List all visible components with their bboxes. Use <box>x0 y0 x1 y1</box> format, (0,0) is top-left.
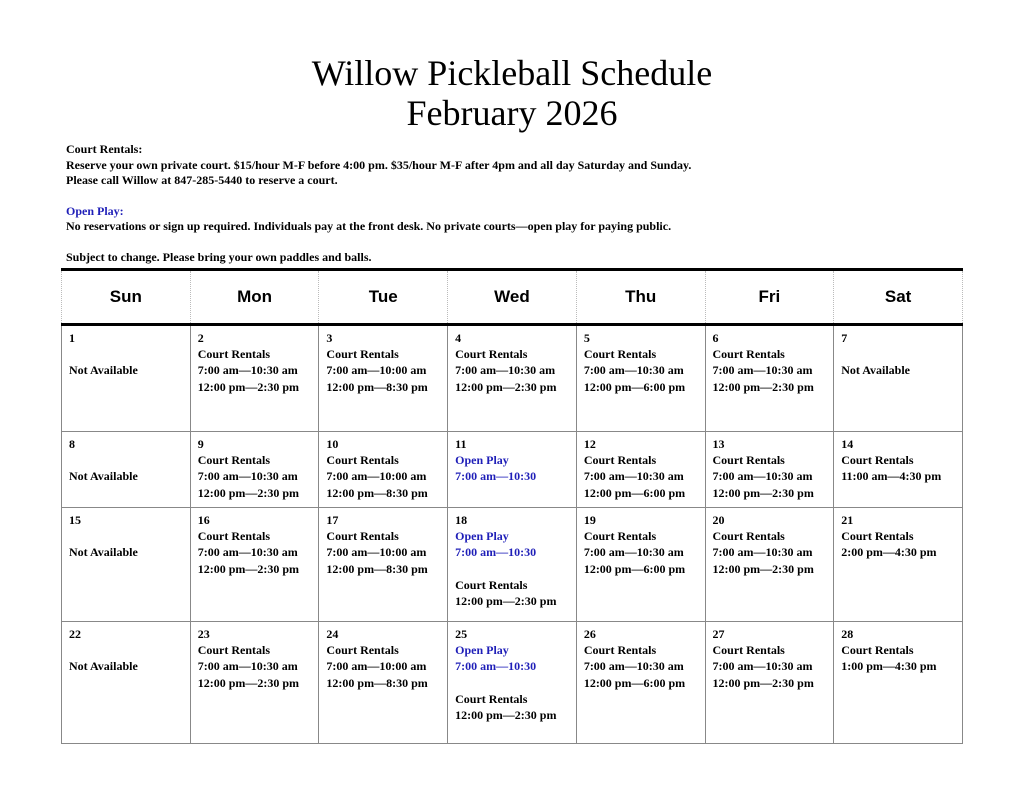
day-cell <box>62 622 191 744</box>
day-cell <box>319 432 448 508</box>
schedule-time: 7:00 am—10:30 am <box>197 469 298 484</box>
day-cell <box>190 325 319 432</box>
schedule-time: 7:00 am—10:30 am <box>583 469 684 484</box>
day-number: 1 <box>69 331 75 345</box>
day-number: 11 <box>455 437 467 451</box>
schedule-time: 12:00 pm—2:30 pm <box>712 485 814 500</box>
day-cell <box>705 325 834 432</box>
day-number: 15 <box>69 513 81 527</box>
day-cell <box>576 508 705 622</box>
schedule-time: 12:00 pm—8:30 pm <box>326 561 428 576</box>
schedule-time: 7:00 am—10:00 am <box>326 363 427 378</box>
schedule-time: 7:00 am—10:00 am <box>326 659 427 674</box>
court-rentals-label: Court Rentals <box>712 347 785 362</box>
day-cell <box>834 432 963 508</box>
day-number: 19 <box>583 513 596 527</box>
day-cell <box>448 622 577 744</box>
schedule-time: 12:00 pm—2:30 pm <box>197 561 300 576</box>
day-number: 17 <box>326 513 339 527</box>
day-number: 27 <box>712 627 725 641</box>
weekday-header: Fri <box>705 270 834 325</box>
court-rentals-label: Court Rentals <box>197 529 271 544</box>
not-available-label: Not Available <box>69 545 138 560</box>
day-cell <box>705 508 834 622</box>
schedule-time: 12:00 pm—2:30 pm <box>197 675 300 690</box>
court-rentals-label: Court Rentals <box>583 643 657 658</box>
court-rentals-label: Court Rentals <box>197 453 271 468</box>
schedule-time: 7:00 am—10:30 am <box>197 363 298 378</box>
weekday-header: Tue <box>319 270 448 325</box>
court-rentals-label: Court Rentals <box>841 643 914 658</box>
court-rentals-label: Court Rentals <box>841 453 914 468</box>
schedule-time: 2:00 pm—4:30 pm <box>841 545 937 560</box>
open-play-heading: Open Play: <box>66 203 124 218</box>
open-play-label: Open Play <box>455 453 509 468</box>
day-cell <box>62 325 191 432</box>
schedule-time: 7:00 am—10:30 am <box>712 469 813 484</box>
court-rentals-pricing: Reserve your own private court. $15/hour M-F before 4:00 pm. $35/hour M-F after 4pm and all day Saturday and Sunday. <box>66 157 692 172</box>
court-rentals-label: Court Rentals <box>455 347 528 362</box>
court-rentals-label: Court Rentals <box>583 529 657 544</box>
calendar-body <box>62 325 963 744</box>
day-number: 24 <box>326 627 339 641</box>
schedule-time: 7:00 am—10:00 am <box>326 545 427 560</box>
schedule-time: 12:00 pm—2:30 pm <box>455 379 557 394</box>
court-rentals-label: Court Rentals <box>197 643 271 658</box>
weekday-header: Sat <box>834 270 963 325</box>
day-cell <box>705 432 834 508</box>
schedule-time: 12:00 pm—8:30 pm <box>326 379 428 394</box>
schedule-time: 11:00 am—4:30 pm <box>841 469 942 484</box>
court-rentals-label: Court Rentals <box>455 577 528 592</box>
schedule-time: 7:00 am—10:30 am <box>197 659 298 674</box>
court-rentals-label: Court Rentals <box>583 453 657 468</box>
not-available-label: Not Available <box>69 469 138 484</box>
court-rentals-label: Court Rentals <box>326 453 399 468</box>
day-cell <box>448 508 577 622</box>
day-cell <box>190 508 319 622</box>
weekday-header: Thu <box>576 270 705 325</box>
day-cell <box>319 622 448 744</box>
day-number: 4 <box>455 331 462 345</box>
schedule-time: 7:00 am—10:30 am <box>583 545 684 560</box>
court-rentals-label: Court Rentals <box>841 529 914 544</box>
day-number: 10 <box>326 437 339 451</box>
day-number: 8 <box>69 437 75 451</box>
line-spacer <box>69 642 184 658</box>
schedule-time: 12:00 pm—2:30 pm <box>712 675 814 690</box>
open-play-time: 7:00 am—10:30 <box>455 659 537 674</box>
line-spacer <box>455 561 570 577</box>
day-cell <box>62 508 191 622</box>
open-play-label: Open Play <box>455 643 509 658</box>
schedule-time: 12:00 pm—2:30 pm <box>712 561 814 576</box>
schedule-notice: Subject to change. Please bring your own paddles and balls. <box>66 249 372 264</box>
weekday-header: Wed <box>448 270 577 325</box>
court-rentals-heading: Court Rentals: <box>66 142 143 156</box>
schedule-time: 12:00 pm—2:30 pm <box>455 594 557 608</box>
day-cell <box>834 508 963 622</box>
schedule-time: 7:00 am—10:30 am <box>197 545 298 560</box>
day-number: 21 <box>841 513 854 527</box>
line-spacer <box>69 528 184 544</box>
line-spacer <box>455 675 570 691</box>
day-number: 5 <box>583 331 590 345</box>
day-number: 23 <box>197 627 210 641</box>
court-rentals-label: Court Rentals <box>197 347 271 362</box>
line-spacer <box>841 346 956 362</box>
day-cell <box>448 325 577 432</box>
open-play-description: No reservations or sign up required. Individuals pay at the front desk. No private courts—open play for paying public. <box>66 219 672 233</box>
court-rentals-label: Court Rentals <box>326 529 399 544</box>
schedule-time: 12:00 pm—6:00 pm <box>583 561 686 576</box>
day-number: 18 <box>455 513 468 527</box>
day-cell <box>448 432 577 508</box>
day-cell <box>834 622 963 744</box>
day-number: 13 <box>712 437 725 451</box>
day-number: 2 <box>197 331 204 345</box>
day-number: 16 <box>197 513 210 527</box>
day-cell <box>190 622 319 744</box>
day-number: 3 <box>326 331 333 345</box>
day-number: 25 <box>455 627 468 641</box>
schedule-time: 7:00 am—10:30 am <box>455 363 556 378</box>
schedule-time: 12:00 pm—2:30 pm <box>455 708 557 722</box>
day-number: 14 <box>841 437 854 451</box>
week-row <box>62 432 963 508</box>
info-section <box>66 142 966 265</box>
court-rentals-label: Court Rentals <box>712 529 785 544</box>
not-available-label: Not Available <box>841 363 910 378</box>
schedule-time: 12:00 pm—8:30 pm <box>326 485 428 500</box>
schedule-time: 7:00 am—10:30 am <box>583 363 684 378</box>
not-available-label: Not Available <box>69 659 138 674</box>
day-cell <box>576 432 705 508</box>
court-rentals-contact: Please call Willow at 847-285-5440 to reserve a court. <box>66 173 338 187</box>
schedule-time: 7:00 am—10:30 am <box>712 363 813 378</box>
day-number: 22 <box>69 627 81 641</box>
open-play-label: Open Play <box>455 529 509 544</box>
day-cell <box>319 508 448 622</box>
day-cell <box>62 432 191 508</box>
schedule-time: 12:00 pm—2:30 pm <box>197 379 300 394</box>
weekday-header-row <box>62 270 963 325</box>
schedule-time: 7:00 am—10:00 am <box>326 469 427 484</box>
week-row <box>62 325 963 432</box>
court-rentals-label: Court Rentals <box>455 691 528 706</box>
line-spacer <box>69 452 184 468</box>
weekday-header: Sun <box>62 270 191 325</box>
day-cell <box>834 325 963 432</box>
line-spacer <box>69 346 184 362</box>
day-number: 12 <box>583 437 596 451</box>
day-number: 7 <box>841 331 848 345</box>
day-cell <box>576 325 705 432</box>
schedule-time: 12:00 pm—2:30 pm <box>712 379 814 394</box>
schedule-time: 12:00 pm—6:00 pm <box>583 485 686 500</box>
day-number: 9 <box>197 437 204 451</box>
court-rentals-label: Court Rentals <box>326 643 399 658</box>
day-cell <box>319 325 448 432</box>
schedule-time: 7:00 am—10:30 am <box>583 659 684 674</box>
schedule-time: 7:00 am—10:30 am <box>712 659 813 674</box>
day-cell <box>576 622 705 744</box>
schedule-time: 12:00 pm—2:30 pm <box>197 485 300 500</box>
day-number: 6 <box>712 331 719 345</box>
day-cell <box>705 622 834 744</box>
schedule-time: 1:00 pm—4:30 pm <box>841 659 937 674</box>
day-number: 20 <box>712 513 725 527</box>
court-rentals-label: Court Rentals <box>326 347 399 362</box>
open-play-time: 7:00 am—10:30 <box>455 469 537 484</box>
schedule-time: 12:00 pm—6:00 pm <box>583 675 686 690</box>
not-available-label: Not Available <box>69 363 138 378</box>
weekday-header: Mon <box>190 270 319 325</box>
page-title: Willow Pickleball Schedule <box>311 53 713 93</box>
page-subtitle: February 2026 <box>406 93 618 133</box>
day-number: 28 <box>841 627 854 641</box>
court-rentals-label: Court Rentals <box>712 453 785 468</box>
schedule-time: 7:00 am—10:30 am <box>712 545 813 560</box>
week-row <box>62 508 963 622</box>
calendar-table <box>61 268 963 744</box>
schedule-time: 12:00 pm—8:30 pm <box>326 675 428 690</box>
court-rentals-label: Court Rentals <box>712 643 785 658</box>
court-rentals-label: Court Rentals <box>583 347 657 362</box>
schedule-time: 12:00 pm—6:00 pm <box>583 379 686 394</box>
week-row <box>62 622 963 744</box>
day-cell <box>190 432 319 508</box>
open-play-time: 7:00 am—10:30 <box>455 545 537 560</box>
day-number: 26 <box>583 627 596 641</box>
